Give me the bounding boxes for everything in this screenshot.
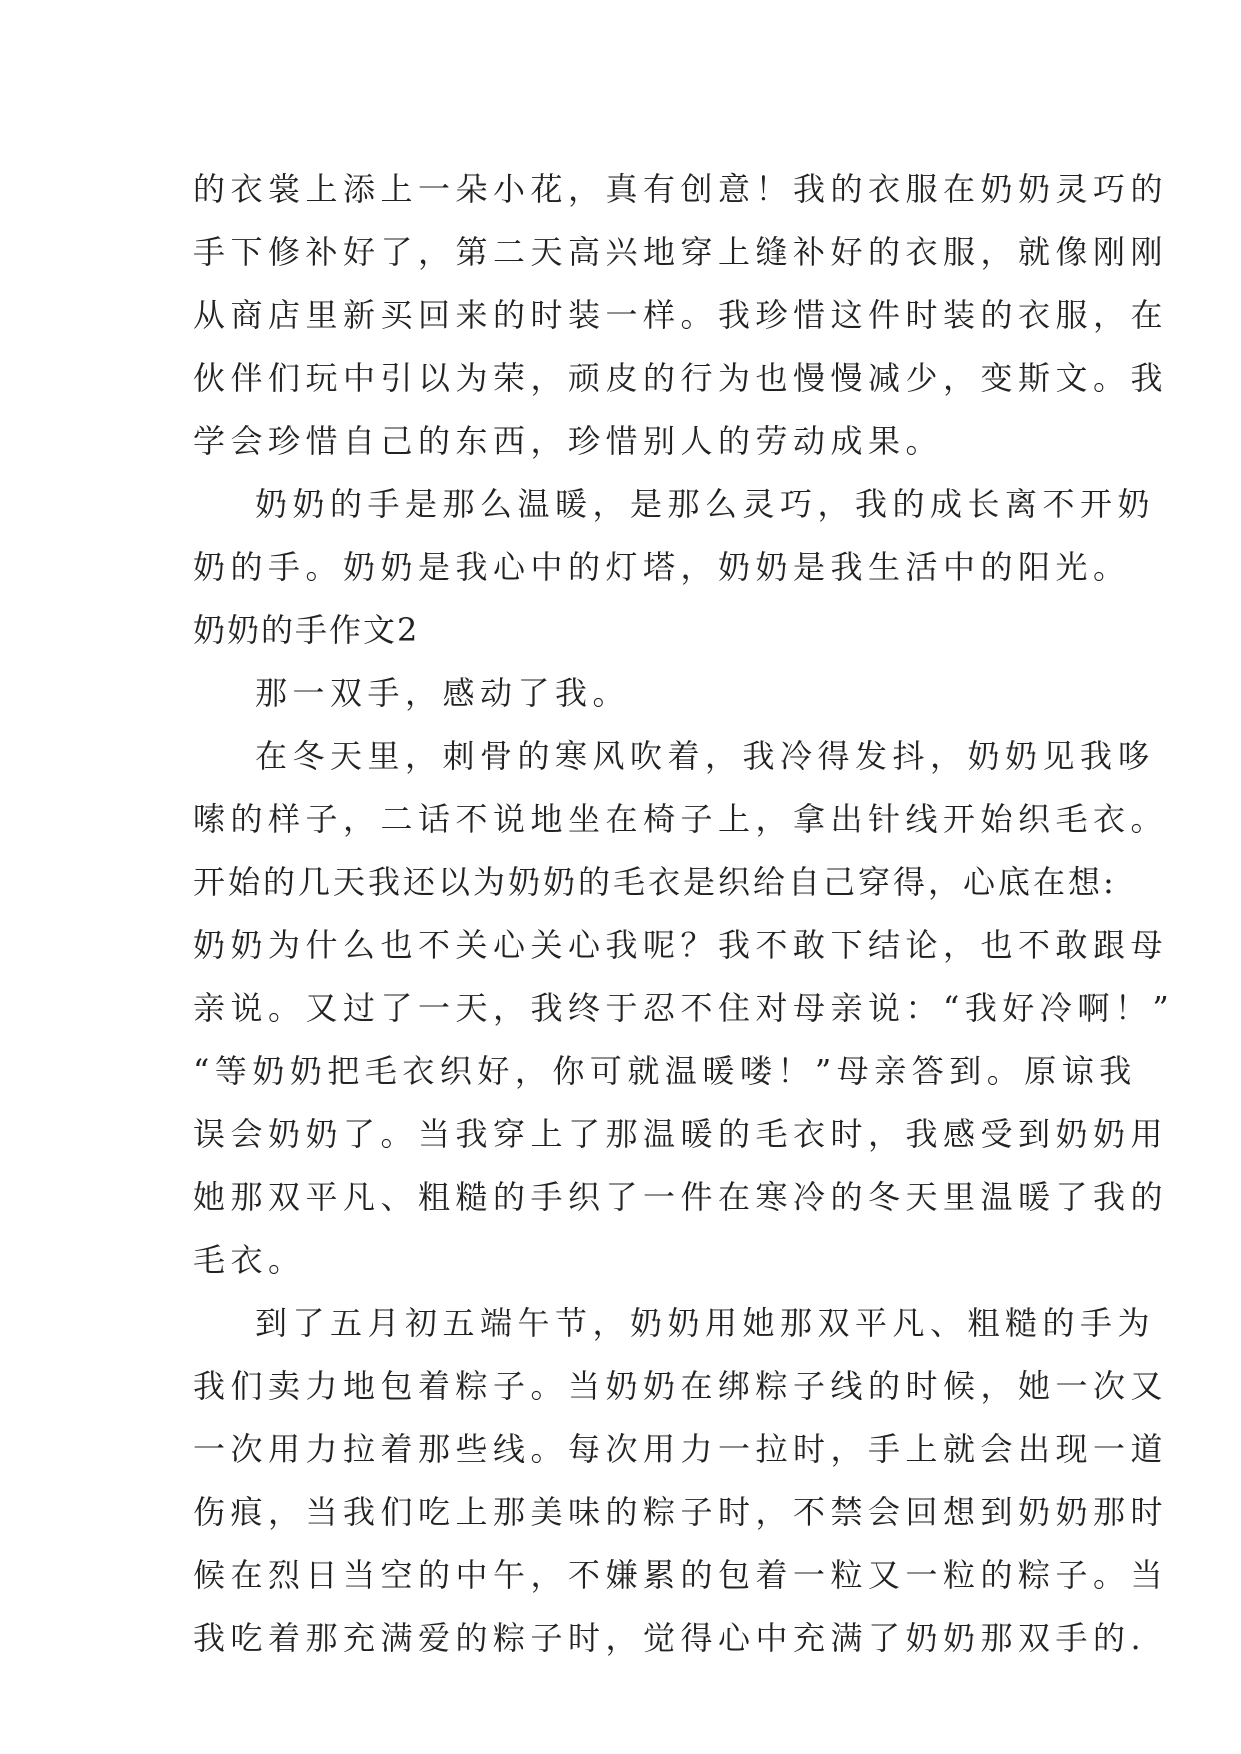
text-line: 她那双平凡、粗糙的手织了一件在寒冷的冬天里温暖了我的 — [193, 1178, 1169, 1216]
text-line: 嗦的样子，二话不说地坐在椅子上，拿出针线开始织毛衣。 — [193, 800, 1169, 838]
text-line: 伙伴们玩中引以为荣，顽皮的行为也慢慢减少，变斯文。我 — [193, 359, 1169, 397]
section-heading: 奶奶的手作文2 — [193, 611, 420, 649]
text-line: 误会奶奶了。当我穿上了那温暖的毛衣时，我感受到奶奶用 — [193, 1115, 1169, 1153]
text-line: 毛衣。 — [193, 1241, 306, 1279]
text-line: 的衣裳上添上一朵小花，真有创意！我的衣服在奶奶灵巧的 — [193, 170, 1169, 208]
text-line: 我们卖力地包着粽子。当奶奶在绑粽子线的时候，她一次又 — [193, 1367, 1169, 1405]
text-line: 奶的手。奶奶是我心中的灯塔，奶奶是我生活中的阳光。 — [193, 548, 1131, 586]
paragraph-start-line: 到了五月初五端午节，奶奶用她那双平凡、粗糙的手为 — [255, 1304, 1156, 1342]
paragraph-start-line: 在冬天里，刺骨的寒风吹着，我冷得发抖，奶奶见我哆 — [255, 737, 1156, 775]
text-line: 亲说。又过了一天，我终于忍不住对母亲说：“我好冷啊！” — [193, 989, 1175, 1027]
text-line: 开始的几天我还以为奶奶的毛衣是织给自己穿得，心底在想: — [193, 863, 1117, 901]
text-line: 伤痕，当我们吃上那美味的粽子时，不禁会回想到奶奶那时 — [193, 1493, 1169, 1531]
paragraph-start-line: 那一双手，感动了我。 — [255, 674, 631, 712]
text-line: 候在烈日当空的中午，不嫌累的包着一粒又一粒的粽子。当 — [193, 1556, 1169, 1594]
text-line: 学会珍惜自己的东西，珍惜别人的劳动成果。 — [193, 422, 944, 460]
text-line: 奶奶为什么也不关心关心我呢？我不敢下结论，也不敢跟母 — [193, 926, 1169, 964]
text-line: “等奶奶把毛衣织好，你可就温暖喽！”母亲答到。原谅我 — [193, 1052, 1137, 1090]
text-line: 从商店里新买回来的时装一样。我珍惜这件时装的衣服，在 — [193, 296, 1169, 334]
paragraph-start-line: 奶奶的手是那么温暖，是那么灵巧，我的成长离不开奶 — [255, 485, 1156, 523]
text-line: 手下修补好了，第二天高兴地穿上缝补好的衣服，就像刚刚 — [193, 233, 1169, 271]
document-body — [193, 158, 1175, 1670]
text-line: 我吃着那充满爱的粽子时，觉得心中充满了奶奶那双手的. — [193, 1619, 1147, 1657]
text-line: 一次用力拉着那些线。每次用力一拉时，手上就会出现一道 — [193, 1430, 1169, 1468]
